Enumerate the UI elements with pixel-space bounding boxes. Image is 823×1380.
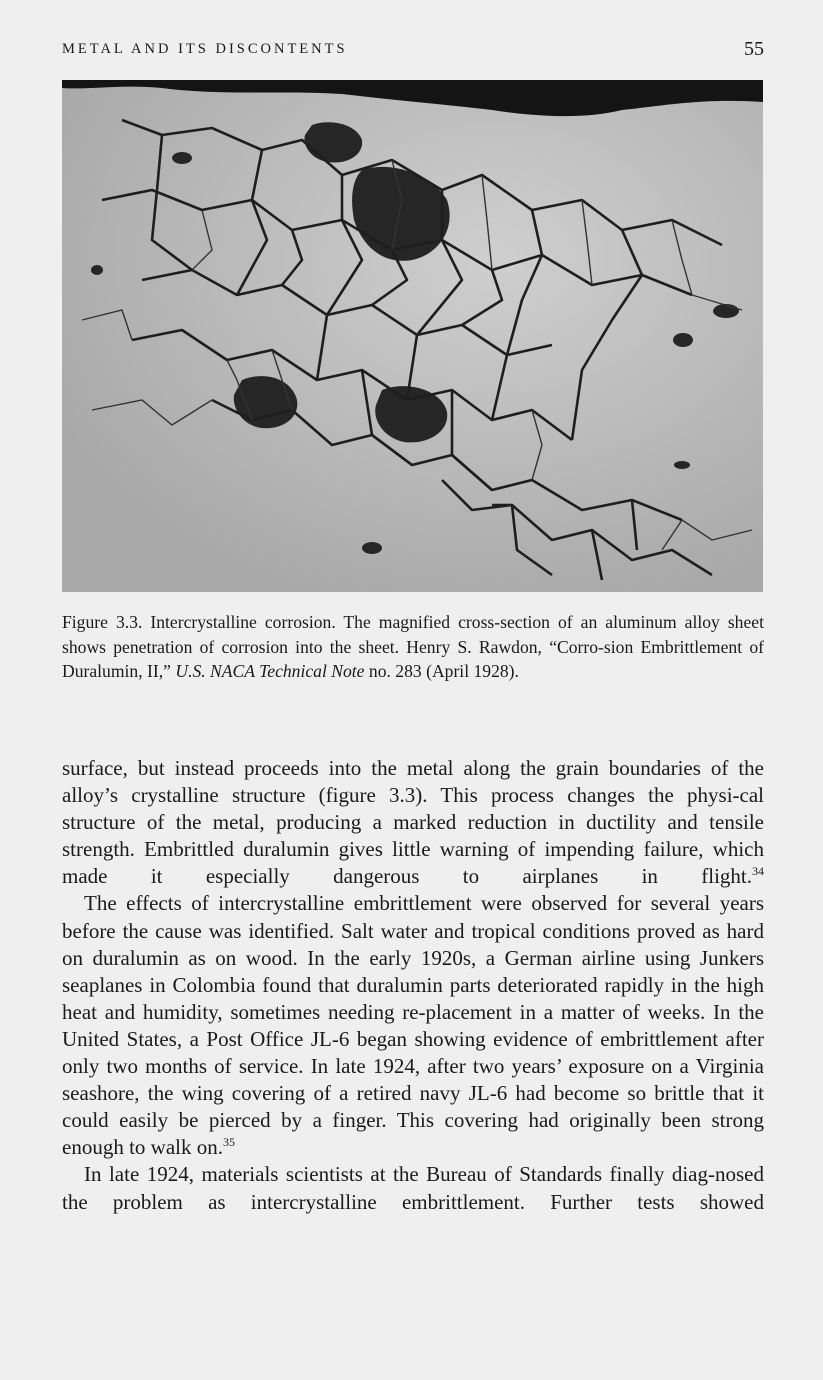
caption-italic-title: U.S. NACA Technical Note <box>175 661 365 681</box>
footnote-ref-35: 35 <box>222 1135 235 1150</box>
caption-citation-end: no. 283 (April 1928). <box>368 661 519 681</box>
body-text <box>62 755 764 1216</box>
caption-label: Figure 3.3. <box>62 612 143 632</box>
figure-corrosion-micrograph <box>62 80 763 592</box>
footnote-ref-34: 34 <box>752 864 764 879</box>
paragraph-2-text: The effects of intercrystalline embrittlement were observed for several years before the cause was identified. Salt water and tropical conditions proved as hard on duralumin as on wood. In the early 1920s, a German airline using Junkers seaplanes in Colombia found that duralumin parts deteriorated rapidly in the high heat and humidity, sometimes needing re-placement in a matter of weeks. In the United States, a Post Office JL-6 began showing evidence of embrittlement after only two months of service. In late 1924, after two years’ exposure on a Virginia seashore, the wing covering of a retired navy JL-6 had become so brittle that it could easily be pierced by a finger. This covering had originally been strong enough to walk on. <box>62 891 764 1160</box>
caption-text: Intercrystalline corrosion. The magnified cross-section of an aluminum alloy sheet shows penetration of corrosion into the sheet. Henry S. Rawdon, “Corro-sion Embrittlement of Duralumin, II,” <box>62 612 764 681</box>
running-head <box>62 38 764 65</box>
figure-caption <box>62 610 764 684</box>
paragraph-3-text: In late 1924, materials scientists at the Bureau of Standards finally diag-nosed the problem as intercrystalline embrittlement. Further tests showed <box>62 1162 764 1214</box>
paragraph-1-text: surface, but instead proceeds into the metal along the grain boundaries of the alloy’s crystalline structure (figure 3.3). This process changes the physi-cal structure of the metal, producing a marked reduction in ductility and tensile strength. Embrittled duralumin gives little warning of impending failure, which made it especially dangerous to airplanes in flight. <box>62 756 764 889</box>
page-number: 55 <box>744 38 764 60</box>
paragraph-2 <box>62 890 764 1161</box>
running-head-title: METAL AND ITS DISCONTENTS <box>62 41 348 57</box>
micrograph-image <box>62 80 763 592</box>
paragraph-1 <box>62 755 764 890</box>
paragraph-3 <box>62 1161 764 1215</box>
